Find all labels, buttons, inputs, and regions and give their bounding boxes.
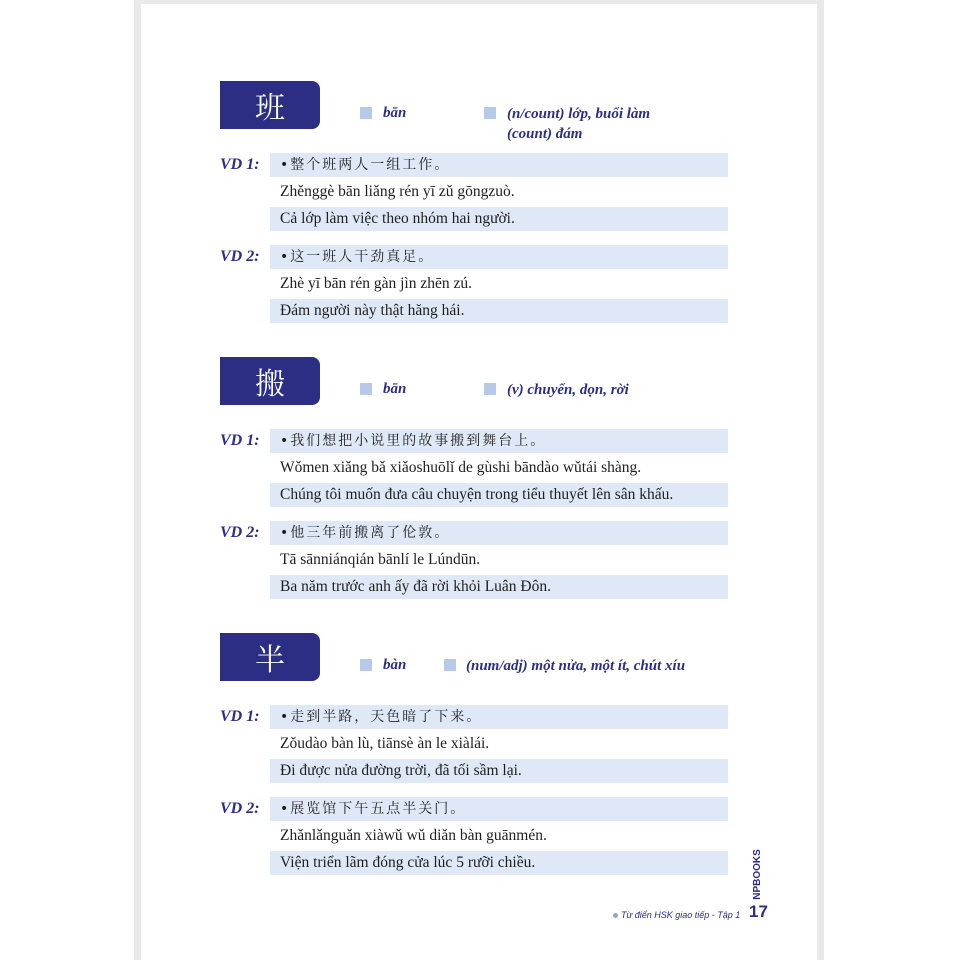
entry-char: 搬 (220, 357, 320, 405)
entry-meaning-line: (count) đám (507, 126, 583, 142)
example-label: VD 2: (220, 524, 260, 541)
example-chinese: •整个班两人一组工作。 (270, 153, 728, 177)
book-page (141, 4, 817, 960)
entry-meaning-line: (v) chuyển, dọn, rời (507, 382, 629, 398)
entry-meaning-line: (num/adj) một nửa, một ít, chút xíu (466, 658, 686, 674)
page-number: 17 (749, 902, 768, 921)
example-pinyin: Zǒudào bàn lù, tiānsè àn le xiàlái. (280, 735, 490, 752)
example-chinese: •展览馆下午五点半关门。 (270, 797, 728, 821)
footer-book-title: Từ điển HSK giao tiếp - Tập 1 (613, 910, 740, 920)
square-bullet-icon (360, 107, 372, 119)
square-bullet-icon (360, 659, 372, 671)
example-vietnamese: Đi được nửa đường trời, đã tối sầm lại. (270, 759, 728, 783)
example-chinese: •我们想把小说里的故事搬到舞台上。 (270, 429, 728, 453)
publisher-logo: NPBOOKS (751, 848, 763, 900)
example-vietnamese: Ba năm trước anh ấy đã rời khỏi Luân Đôn. (270, 575, 728, 599)
example-pinyin: Zhěnggè bān liǎng rén yī zǔ gōngzuò. (280, 183, 515, 200)
example-vietnamese: Chúng tôi muốn đưa câu chuyện trong tiểu thuyết lên sân khấu. (270, 483, 728, 507)
example-pinyin: Wǒmen xiǎng bǎ xiǎoshuōlǐ de gùshi bāndào wǔtái shàng. (280, 459, 642, 476)
example-label: VD 1: (220, 708, 260, 725)
square-bullet-icon (360, 383, 372, 395)
entry-char: 半 (220, 633, 320, 681)
example-chinese: •他三年前搬离了伦敦。 (270, 521, 728, 545)
example-pinyin: Zhè yī bān rén gàn jìn zhēn zú. (280, 275, 472, 292)
example-label: VD 1: (220, 432, 260, 449)
example-vietnamese: Cả lớp làm việc theo nhóm hai người. (270, 207, 728, 231)
example-label: VD 2: (220, 800, 260, 817)
example-chinese: •走到半路，天色暗了下来。 (270, 705, 728, 729)
entry-pinyin: bàn (383, 657, 407, 673)
example-pinyin: Zhǎnlǎnguǎn xiàwǔ wǔ diǎn bàn guānmén. (280, 827, 547, 844)
footer-dot-icon (613, 913, 618, 918)
entry-pinyin: bān (383, 105, 407, 121)
example-label: VD 2: (220, 248, 260, 265)
entry-meaning-line: (n/count) lớp, buổi làm (507, 106, 651, 122)
example-vietnamese: Đám người này thật hăng hái. (270, 299, 728, 323)
square-bullet-icon (484, 107, 496, 119)
square-bullet-icon (444, 659, 456, 671)
entry-pinyin: bān (383, 381, 407, 397)
example-chinese: •这一班人干劲真足。 (270, 245, 728, 269)
example-vietnamese: Viện triển lãm đóng cửa lúc 5 rưỡi chiều. (270, 851, 728, 875)
example-label: VD 1: (220, 156, 260, 173)
example-pinyin: Tā sānniánqián bānlí le Lúndūn. (280, 551, 481, 568)
square-bullet-icon (484, 383, 496, 395)
entry-char: 班 (220, 81, 320, 129)
